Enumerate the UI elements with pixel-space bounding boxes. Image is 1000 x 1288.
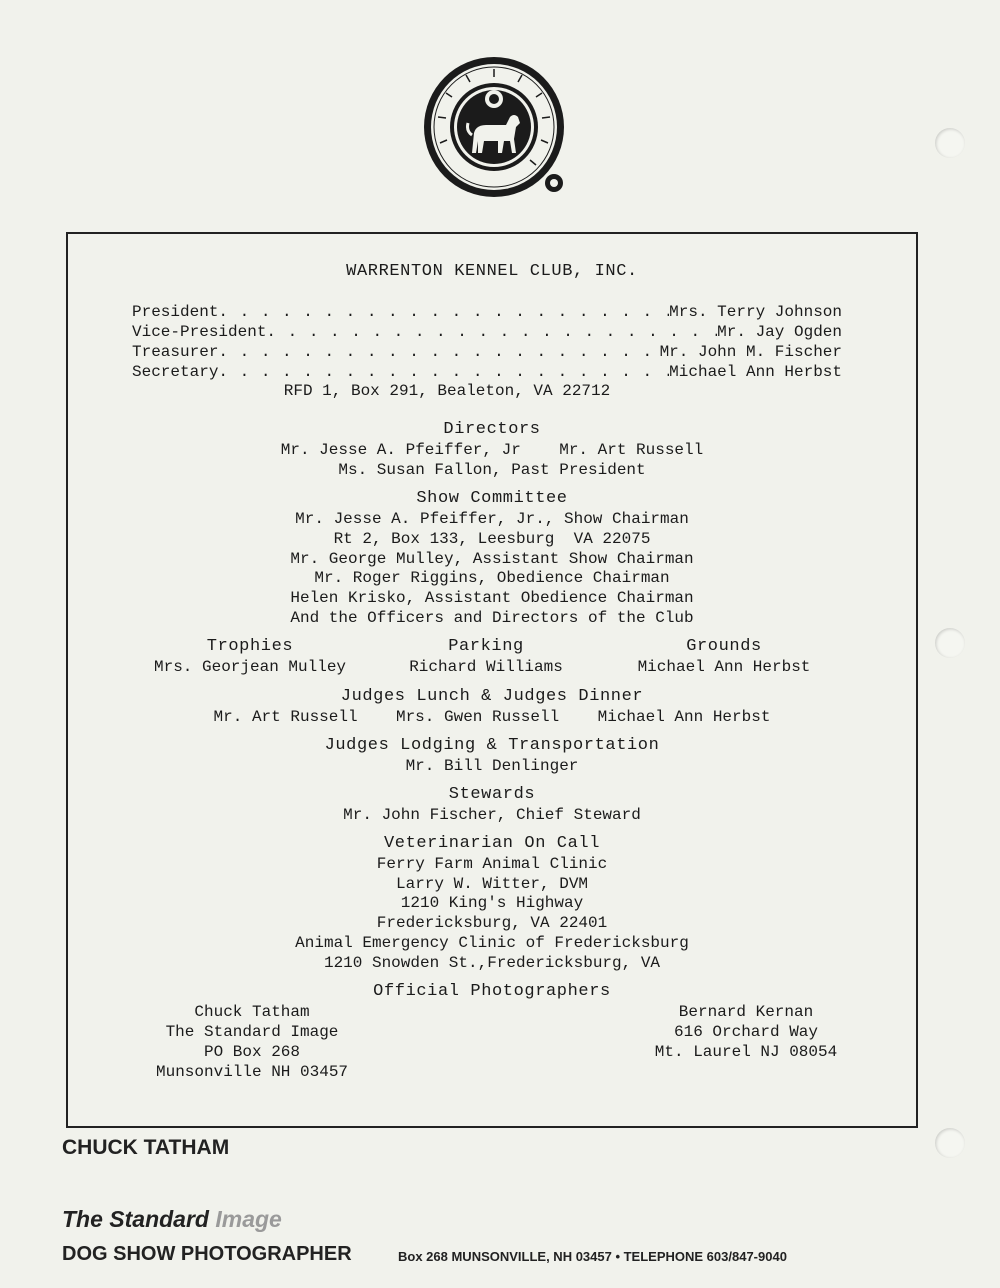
photographer-line: The Standard Image — [165, 1023, 339, 1041]
photographer-line: PO Box 268 — [203, 1043, 300, 1061]
officer-name: Mr. John M. Fischer — [659, 343, 842, 361]
stewards-heading: Stewards — [448, 785, 536, 804]
officer-role: Vice-President — [132, 323, 267, 341]
judges-lunch-heading: Judges Lunch & Judges Dinner — [340, 687, 644, 706]
stewards-line: Mr. John Fischer, Chief Steward — [343, 806, 641, 824]
veterinarian-line: Fredericksburg, VA 22401 — [376, 914, 608, 932]
directors-heading: Directors — [443, 420, 541, 439]
committee-parking — [356, 637, 616, 677]
officer-row — [132, 322, 842, 342]
photographer-line: Bernard Kernan — [678, 1003, 814, 1021]
committee-heading: Parking — [448, 637, 524, 656]
officer-name: Mr. Jay Ogden — [717, 323, 842, 341]
judges-lunch-line: Mr. Art Russell Mrs. Gwen Russell Michael Ann Herbst — [213, 708, 771, 726]
footer-name: CHUCK TATHAM — [62, 1136, 230, 1159]
officer-name: Michael Ann Herbst — [669, 363, 842, 381]
photographer-line: 616 Orchard Way — [673, 1023, 819, 1041]
committee-trophies — [120, 637, 380, 677]
binder-hole-top — [935, 128, 965, 158]
officer-role: Secretary — [132, 363, 219, 381]
footer-address: Box 268 MUNSONVILLE, NH 03457 • TELEPHONE 603/847-9040 — [398, 1249, 787, 1264]
binder-hole-middle — [935, 628, 965, 658]
officer-role: Treasurer — [132, 343, 219, 361]
officer-row — [132, 362, 842, 382]
secretary-address: RFD 1, Box 291, Bealeton, VA 22712 — [283, 382, 611, 400]
photographer-line: Munsonville NH 03457 — [155, 1063, 349, 1081]
directors-line: Mr. Jesse A. Pfeiffer, Jr Mr. Art Russell — [280, 441, 704, 459]
show-committee-line: Rt 2, Box 133, Leesburg VA 22075 — [333, 530, 651, 548]
photographer-right — [616, 1002, 876, 1062]
beagle-dog-seal-icon — [422, 55, 572, 205]
veterinarian-line: 1210 Snowden St.,Fredericksburg, VA — [323, 954, 661, 972]
committee-heading: Trophies — [206, 637, 294, 656]
footer-brand-part2: Image — [215, 1206, 282, 1232]
photographer-left — [122, 1002, 382, 1082]
show-committee-line: Mr. Roger Riggins, Obedience Chairman — [314, 569, 670, 587]
judges-lodging-line: Mr. Bill Denlinger — [405, 757, 579, 775]
binder-hole-bottom — [935, 1128, 965, 1158]
committee-name: Richard Williams — [409, 658, 563, 676]
show-committee-line: Mr. Jesse A. Pfeiffer, Jr., Show Chairman — [295, 510, 689, 528]
veterinarian-line: Animal Emergency Clinic of Fredericksburg — [295, 934, 689, 952]
directors-line: Ms. Susan Fallon, Past President — [338, 461, 646, 479]
club-title: WARRENTON KENNEL CLUB, INC. — [346, 262, 638, 281]
judges-lodging-heading: Judges Lodging & Transportation — [324, 736, 660, 755]
show-committee-heading: Show Committee — [416, 489, 568, 508]
photographers-heading: Official Photographers — [373, 982, 611, 1001]
committee-name: Michael Ann Herbst — [637, 658, 811, 676]
officer-row — [132, 342, 842, 362]
committee-heading: Grounds — [686, 637, 762, 656]
show-committee-line: And the Officers and Directors of the Club — [290, 609, 694, 627]
program-frame — [66, 232, 918, 1128]
show-committee-line: Helen Krisko, Assistant Obedience Chairman — [290, 589, 694, 607]
officer-row — [132, 302, 842, 322]
footer-brand — [62, 1206, 282, 1233]
officer-name: Mrs. Terry Johnson — [669, 303, 842, 321]
veterinarian-line: Ferry Farm Animal Clinic — [376, 855, 608, 873]
footer-brand-part1: The Standard — [62, 1206, 209, 1232]
committee-name: Mrs. Georjean Mulley — [153, 658, 347, 676]
veterinarian-line: 1210 King's Highway — [400, 894, 584, 912]
photographer-line: Chuck Tatham — [194, 1003, 310, 1021]
photographer-line: Mt. Laurel NJ 08054 — [654, 1043, 838, 1061]
veterinarian-heading: Veterinarian On Call — [383, 834, 601, 853]
show-committee-line: Mr. George Mulley, Assistant Show Chairman — [290, 550, 694, 568]
veterinarian-line: Larry W. Witter, DVM — [395, 875, 589, 893]
officer-role: President — [132, 303, 219, 321]
committee-grounds — [594, 637, 854, 677]
footer-tagline: DOG SHOW PHOTOGRAPHER — [62, 1243, 352, 1265]
